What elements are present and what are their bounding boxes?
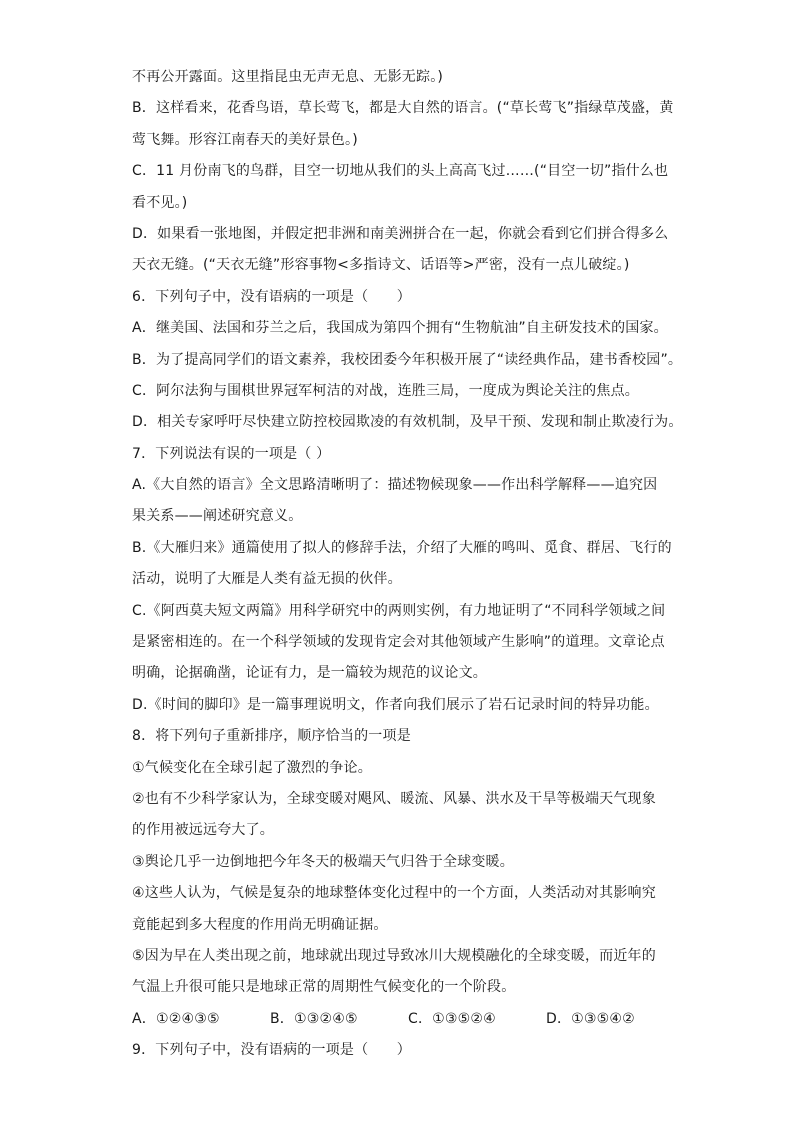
q7-option-b: B.《大雁归来》通篇使用了拟人的修辞手法，介绍了大雁的鸣叫、觅食、群居、飞行的 <box>132 539 672 556</box>
text-line: 气温上升很可能只是地球正常的周期性气候变化的一个阶段。 <box>132 979 516 996</box>
text-line: 莺飞舞。形容江南春天的美好景色。) <box>132 131 358 148</box>
text-line: 看不见。) <box>132 194 188 211</box>
text-line: 竟能起到多大程度的作用尚无明确证据。 <box>132 916 388 933</box>
q8-options <box>132 1004 672 1035</box>
q6-option-d: D．相关专家呼吁尽快建立防控校园欺凌的有效机制，及早干预、发现和制止欺凌行为。 <box>132 414 683 431</box>
sentence-1: ①气候变化在全球引起了激烈的争论。 <box>132 759 372 776</box>
question-9-title: 9．下列句子中，没有语病的一项是（ ） <box>132 1042 411 1059</box>
q6-option-b: B．为了提高同学们的语文素养，我校团委今年积极开展了“读经典作品，建书香校园”。 <box>132 351 683 368</box>
q8-option-a: A．①②④③⑤ <box>132 1010 220 1027</box>
text-line: 果关系——阐述研究意义。 <box>132 508 303 525</box>
q7-option-a: A.《大自然的语言》全文思路清晰明了：描述物候现象——作出科学解释——追究因 <box>132 477 658 494</box>
q8-option-b: B．①③②④⑤ <box>270 1010 358 1027</box>
document-content <box>132 62 683 1067</box>
q8-option-d: D．①③⑤④② <box>546 1010 635 1027</box>
question-6-title: 6．下列句子中，没有语病的一项是（ ） <box>132 288 411 305</box>
text-line: 的作用被远远夸大了。 <box>132 822 274 839</box>
q8-option-c: C．①③⑤②④ <box>408 1010 496 1027</box>
option-b-text: B．这样看来，花香鸟语，草长莺飞，都是大自然的语言。(“草长莺飞”指绿草茂盛，黄 <box>132 100 674 117</box>
q7-option-c: C.《阿西莫夫短文两篇》用科学研究中的两则实例，有力地证明了“不同科学领域之间 <box>132 602 666 619</box>
option-d-text: D．如果看一张地图，并假定把非洲和南美洲拼合在一起，你就会看到它们拼合得多么 <box>132 225 669 242</box>
text-line: 明确，论据确凿，论证有力，是一篇较为规范的议论文。 <box>132 665 487 682</box>
q6-option-c: C．阿尔法狗与围棋世界冠军柯洁的对战，连胜三局，一度成为舆论关注的焦点。 <box>132 382 639 399</box>
option-c-text: C．11 月份南飞的鸟群，目空一切地从我们的头上高高飞过……(“目空一切”指什么也 <box>132 163 669 180</box>
question-8-title: 8．将下列句子重新排序，顺序恰当的一项是 <box>132 728 411 745</box>
q7-option-d: D.《时间的脚印》是一篇事理说明文，作者向我们展示了岩石记录时间的特异功能。 <box>132 696 659 713</box>
question-7-title: 7．下列说法有误的一项是（ ） <box>132 445 331 462</box>
sentence-2: ②也有不少科学家认为，全球变暖对飓风、暖流、风暴、洪水及干旱等极端天气现象 <box>132 790 656 807</box>
q6-option-a: A．继美国、法国和芬兰之后，我国成为第四个拥有“生物航油”自主研发技术的国家。 <box>132 320 668 337</box>
sentence-5: ⑤因为早在人类出现之前，地球就出现过导致冰川大规模融化的全球变暖，而近年的 <box>132 947 656 964</box>
text-line: 不再公开露面。这里指昆虫无声无息、无影无踪。) <box>132 69 444 85</box>
sentence-3: ③舆论几乎一边倒地把今年冬天的极端天气归咎于全球变暖。 <box>132 853 514 870</box>
text-line: 活动，说明了大雁是人类有益无损的伙伴。 <box>132 571 402 588</box>
text-line: 是紧密相连的。在一个科学领域的发现肯定会对其他领域产生影响”的道理。文章论点 <box>132 634 665 651</box>
text-line: 天衣无缝。(“天衣无缝”形容事物<多指诗文、话语等>严密，没有一点儿破绽。) <box>132 257 630 274</box>
sentence-4: ④这些人认为，气候是复杂的地球整体变化过程中的一个方面，人类活动对其影响究 <box>132 885 656 902</box>
